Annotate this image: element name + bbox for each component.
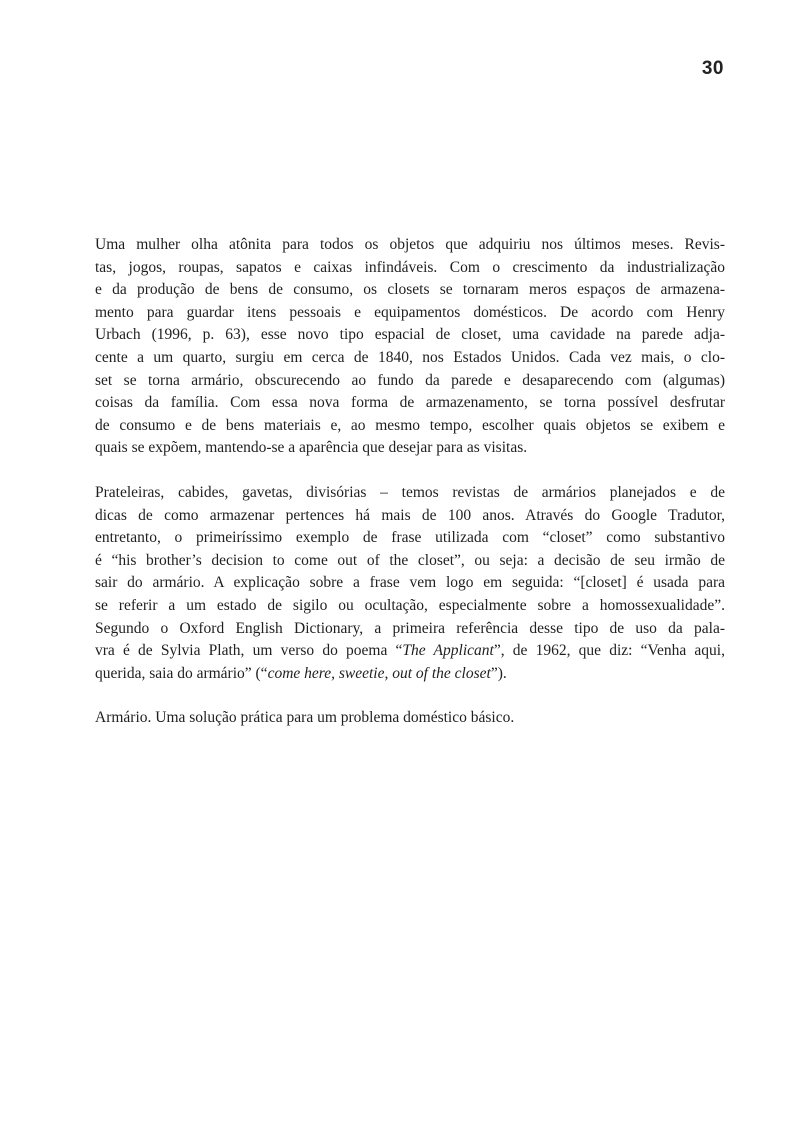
text-segment: querida, saia do armário” (“ — [95, 664, 268, 682]
text-line: cente a um quarto, surgiu em cerca de 1840, nos Estados Unidos. Cada vez mais, o clo- — [95, 348, 725, 366]
paragraph-2 — [95, 482, 725, 685]
text-line: dicas de como armazenar pertences há mais de 100 anos. Através do Google Tradutor, — [95, 506, 725, 524]
text-line — [95, 640, 725, 663]
text-line: Prateleiras, cabides, gavetas, divisórias – temos revistas de armários planejados e de — [95, 483, 725, 501]
text-segment: vra é de Sylvia Plath, um verso do poema “ — [95, 642, 403, 660]
text-line: mento para guardar itens pessoais e equipamentos domésticos. De acordo com Henry — [95, 303, 725, 321]
text-line: entretanto, o primeiríssimo exemplo de frase utilizada com “closet” como substantivo — [95, 529, 725, 547]
text-segment: ”). — [490, 664, 507, 682]
poem-quote: come here, sweetie, out of the closet — [267, 664, 491, 682]
paragraph-1 — [95, 234, 725, 460]
text-line: é “his brother’s decision to come out of the closet”, ou seja: a decisão de seu irmão de — [95, 551, 725, 569]
text-line: Urbach (1996, p. 63), esse novo tipo espacial de closet, uma cavidade na parede adja- — [95, 326, 725, 344]
text-line: sair do armário. A explicação sobre a frase vem logo em seguida: “[closet] é usada para — [95, 574, 725, 592]
text-line: Uma mulher olha atônita para todos os objetos que adquiriu nos últimos meses. Revis- — [95, 236, 725, 253]
poem-title: The Applicant — [402, 642, 494, 660]
text-line: tas, jogos, roupas, sapatos e caixas infindáveis. Com o crescimento da industrialização — [95, 258, 725, 276]
text-line: se referir a um estado de sigilo ou ocultação, especialmente sobre a homossexualidade”. — [95, 596, 725, 614]
paragraph-3: Armário. Uma solução prática para um problema doméstico básico. — [95, 709, 515, 727]
text-line: set se torna armário, obscurecendo ao fundo da parede e desaparecendo com (algumas) — [95, 371, 725, 389]
text-line: quais se expõem, mantendo-se a aparência que desejar para as visitas. — [95, 439, 528, 457]
page-number: 30 — [701, 58, 724, 79]
text-line: coisas da família. Com essa nova forma de armazenamento, se torna possível desfrutar — [95, 394, 725, 412]
text-line — [95, 663, 725, 686]
text-segment: ”, de 1962, que diz: “Venha aqui, — [493, 642, 725, 660]
text-line: de consumo e de bens materiais e, ao mesmo tempo, escolher quais objetos se exibem e — [95, 416, 725, 434]
body-text — [95, 234, 725, 752]
text-line: Segundo o Oxford English Dictionary, a primeira referência desse tipo de uso da pala- — [95, 619, 725, 637]
text-line: e da produção de bens de consumo, os closets se tornaram meros espaços de armazena- — [95, 281, 725, 299]
